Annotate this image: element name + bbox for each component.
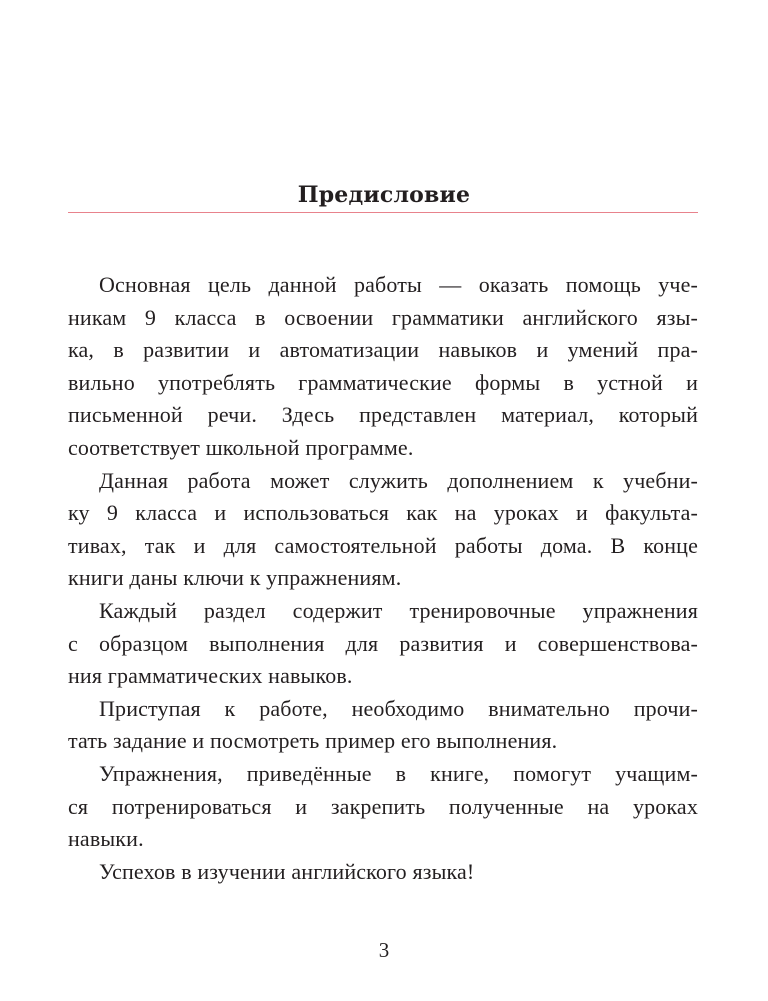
text-line: Упражнения, приведённые в книге, помогут учащим- [99, 760, 698, 786]
title-underline [68, 212, 698, 213]
paragraph-2 [68, 465, 698, 595]
text-line: навыки. [68, 826, 144, 852]
text-line: книги даны ключи к упражнениям. [68, 565, 402, 591]
text-line: ся потренироваться и закрепить полученные на уроках [68, 793, 698, 819]
text-line: ния грамматических навыков. [68, 663, 353, 689]
page-number: 3 [378, 938, 390, 962]
text-line: Приступая к работе, необходимо внимательно прочи- [99, 695, 698, 721]
text-line: соответствует школьной программе. [68, 434, 414, 460]
text-line: вильно употреблять грамматические формы в устной и [68, 369, 698, 395]
preface-body [68, 269, 698, 888]
page-title: Предисловие [297, 182, 471, 208]
paragraph-3 [68, 595, 698, 693]
text-line: письменной речи. Здесь представлен материал, который [68, 402, 698, 428]
text-line: Успехов в изучении английского языка! [99, 858, 475, 884]
text-line: Каждый раздел содержит тренировочные упражнения [99, 597, 698, 623]
text-line: Основная цель данной работы — оказать помощь уче- [99, 272, 698, 297]
paragraph-5 [68, 758, 698, 856]
text-line: тать задание и посмотреть пример его выполнения. [68, 728, 558, 754]
text-line: с образцом выполнения для развития и совершенствова- [68, 630, 698, 656]
text-line: ка, в развитии и автоматизации навыков и умений пра- [68, 337, 698, 363]
text-line: Данная работа может служить дополнением к учебни- [99, 467, 698, 493]
paragraph-1 [68, 269, 698, 465]
paragraph-4 [68, 693, 698, 758]
text-line: никам 9 класса в освоении грамматики английского язы- [68, 304, 698, 330]
paragraph-6 [68, 856, 698, 889]
text-line: тивах, так и для самостоятельной работы дома. В конце [68, 532, 698, 558]
text-line: ку 9 класса и использоваться как на уроках и факульта- [68, 500, 698, 526]
